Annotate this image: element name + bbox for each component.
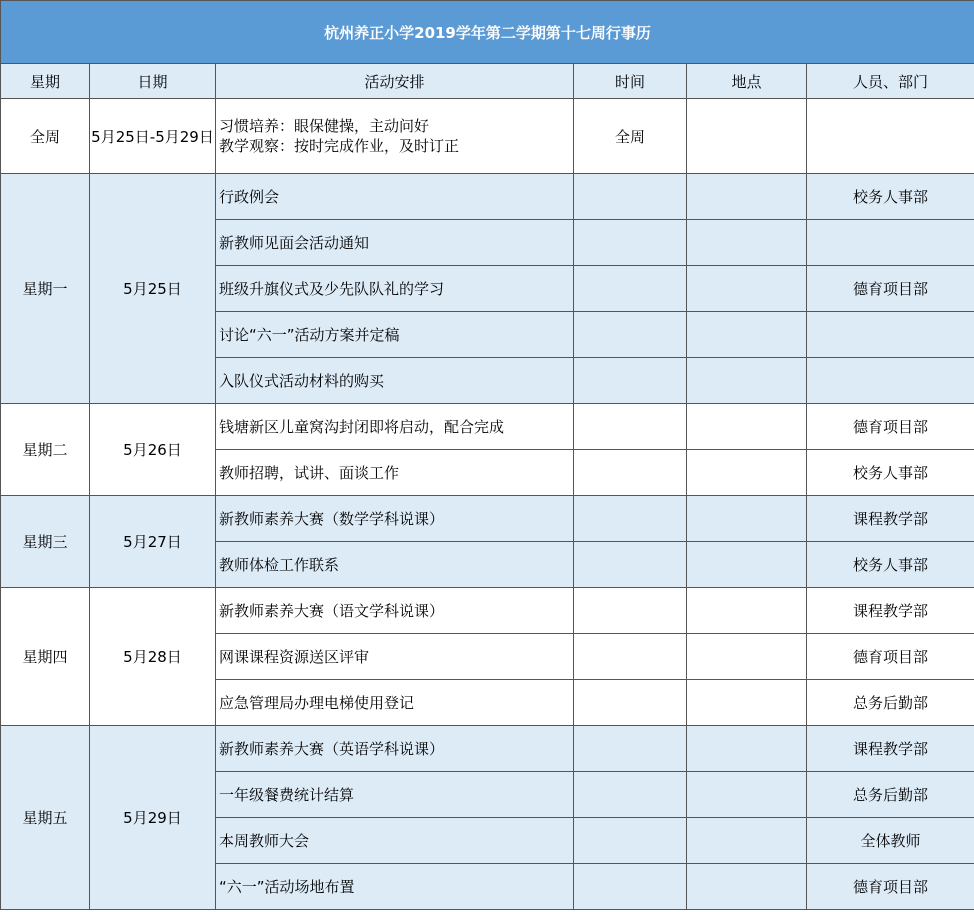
time-cell bbox=[574, 496, 687, 542]
time-cell bbox=[574, 174, 687, 220]
dept-cell: 校务人事部 bbox=[807, 174, 974, 220]
time-cell bbox=[574, 358, 687, 404]
place-cell bbox=[687, 496, 807, 542]
time-cell bbox=[574, 404, 687, 450]
activity-cell: 新教师见面会活动通知 bbox=[216, 220, 574, 266]
table-row bbox=[1, 404, 974, 450]
activity-cell: 入队仪式活动材料的购买 bbox=[216, 358, 574, 404]
activity-cell: 应急管理局办理电梯使用登记 bbox=[216, 680, 574, 726]
activity-cell: 教师招聘，试讲、面谈工作 bbox=[216, 450, 574, 496]
week-date: 5月25日-5月29日 bbox=[90, 99, 216, 174]
day-cell: 星期三 bbox=[1, 496, 90, 588]
week-activities bbox=[216, 99, 574, 174]
week-activity-1: 习惯培养：眼保健操，主动问好 bbox=[219, 117, 430, 135]
place-cell bbox=[687, 680, 807, 726]
header-day: 星期 bbox=[1, 64, 90, 99]
date-cell: 5月29日 bbox=[90, 726, 216, 910]
activity-cell: 新教师素养大赛（英语学科说课） bbox=[216, 726, 574, 772]
place-cell bbox=[687, 542, 807, 588]
time-cell bbox=[574, 818, 687, 864]
header-dept: 人员、部门 bbox=[807, 64, 974, 99]
activity-cell: 本周教师大会 bbox=[216, 818, 574, 864]
place-cell bbox=[687, 174, 807, 220]
time-cell bbox=[574, 220, 687, 266]
time-cell bbox=[574, 726, 687, 772]
place-cell bbox=[687, 588, 807, 634]
day-cell: 星期四 bbox=[1, 588, 90, 726]
table-row bbox=[1, 496, 974, 542]
date-cell: 5月27日 bbox=[90, 496, 216, 588]
dept-cell: 校务人事部 bbox=[807, 450, 974, 496]
place-cell bbox=[687, 404, 807, 450]
time-cell bbox=[574, 588, 687, 634]
table-row bbox=[1, 174, 974, 220]
place-cell bbox=[687, 726, 807, 772]
dept-cell: 课程教学部 bbox=[807, 588, 974, 634]
activity-cell: 讨论“六一”活动方案并定稿 bbox=[216, 312, 574, 358]
dept-cell: 总务后勤部 bbox=[807, 680, 974, 726]
time-cell bbox=[574, 542, 687, 588]
date-cell: 5月26日 bbox=[90, 404, 216, 496]
page-title: 杭州养正小学2019学年第二学期第十七周行事历 bbox=[1, 1, 974, 64]
day-cell: 星期二 bbox=[1, 404, 90, 496]
time-cell bbox=[574, 864, 687, 910]
week-dept bbox=[807, 99, 974, 174]
week-activity-2: 教学观察：按时完成作业，及时订正 bbox=[219, 137, 460, 155]
time-cell bbox=[574, 312, 687, 358]
dept-cell: 德育项目部 bbox=[807, 634, 974, 680]
activity-cell: 网课课程资源送区评审 bbox=[216, 634, 574, 680]
day-cell: 星期一 bbox=[1, 174, 90, 404]
activity-cell: 新教师素养大赛（语文学科说课） bbox=[216, 588, 574, 634]
header-activity: 活动安排 bbox=[216, 64, 574, 99]
activity-cell: “六一”活动场地布置 bbox=[216, 864, 574, 910]
table-row bbox=[1, 726, 974, 772]
header-place: 地点 bbox=[687, 64, 807, 99]
date-cell: 5月25日 bbox=[90, 174, 216, 404]
dept-cell: 全体教师 bbox=[807, 818, 974, 864]
dept-cell: 课程教学部 bbox=[807, 726, 974, 772]
time-cell bbox=[574, 266, 687, 312]
time-cell bbox=[574, 450, 687, 496]
activity-cell: 钱塘新区儿童窝沟封闭即将启动，配合完成 bbox=[216, 404, 574, 450]
day-cell: 星期五 bbox=[1, 726, 90, 910]
week-place bbox=[687, 99, 807, 174]
time-cell bbox=[574, 680, 687, 726]
place-cell bbox=[687, 312, 807, 358]
dept-cell bbox=[807, 312, 974, 358]
dept-cell: 德育项目部 bbox=[807, 266, 974, 312]
place-cell bbox=[687, 864, 807, 910]
dept-cell bbox=[807, 220, 974, 266]
week-row bbox=[1, 99, 974, 174]
date-cell: 5月28日 bbox=[90, 588, 216, 726]
activity-cell: 行政例会 bbox=[216, 174, 574, 220]
time-cell bbox=[574, 634, 687, 680]
table-row bbox=[1, 588, 974, 634]
place-cell bbox=[687, 634, 807, 680]
time-cell bbox=[574, 772, 687, 818]
dept-cell: 课程教学部 bbox=[807, 496, 974, 542]
header-date: 日期 bbox=[90, 64, 216, 99]
dept-cell: 德育项目部 bbox=[807, 404, 974, 450]
dept-cell bbox=[807, 358, 974, 404]
week-time: 全周 bbox=[574, 99, 687, 174]
dept-cell: 总务后勤部 bbox=[807, 772, 974, 818]
place-cell bbox=[687, 450, 807, 496]
header-row bbox=[1, 64, 974, 99]
activity-cell: 班级升旗仪式及少先队队礼的学习 bbox=[216, 266, 574, 312]
activity-cell: 一年级餐费统计结算 bbox=[216, 772, 574, 818]
place-cell bbox=[687, 266, 807, 312]
dept-cell: 校务人事部 bbox=[807, 542, 974, 588]
dept-cell: 德育项目部 bbox=[807, 864, 974, 910]
header-time: 时间 bbox=[574, 64, 687, 99]
place-cell bbox=[687, 818, 807, 864]
place-cell bbox=[687, 772, 807, 818]
week-day: 全周 bbox=[1, 99, 90, 174]
activity-cell: 新教师素养大赛（数学学科说课） bbox=[216, 496, 574, 542]
place-cell bbox=[687, 358, 807, 404]
activity-cell: 教师体检工作联系 bbox=[216, 542, 574, 588]
place-cell bbox=[687, 220, 807, 266]
